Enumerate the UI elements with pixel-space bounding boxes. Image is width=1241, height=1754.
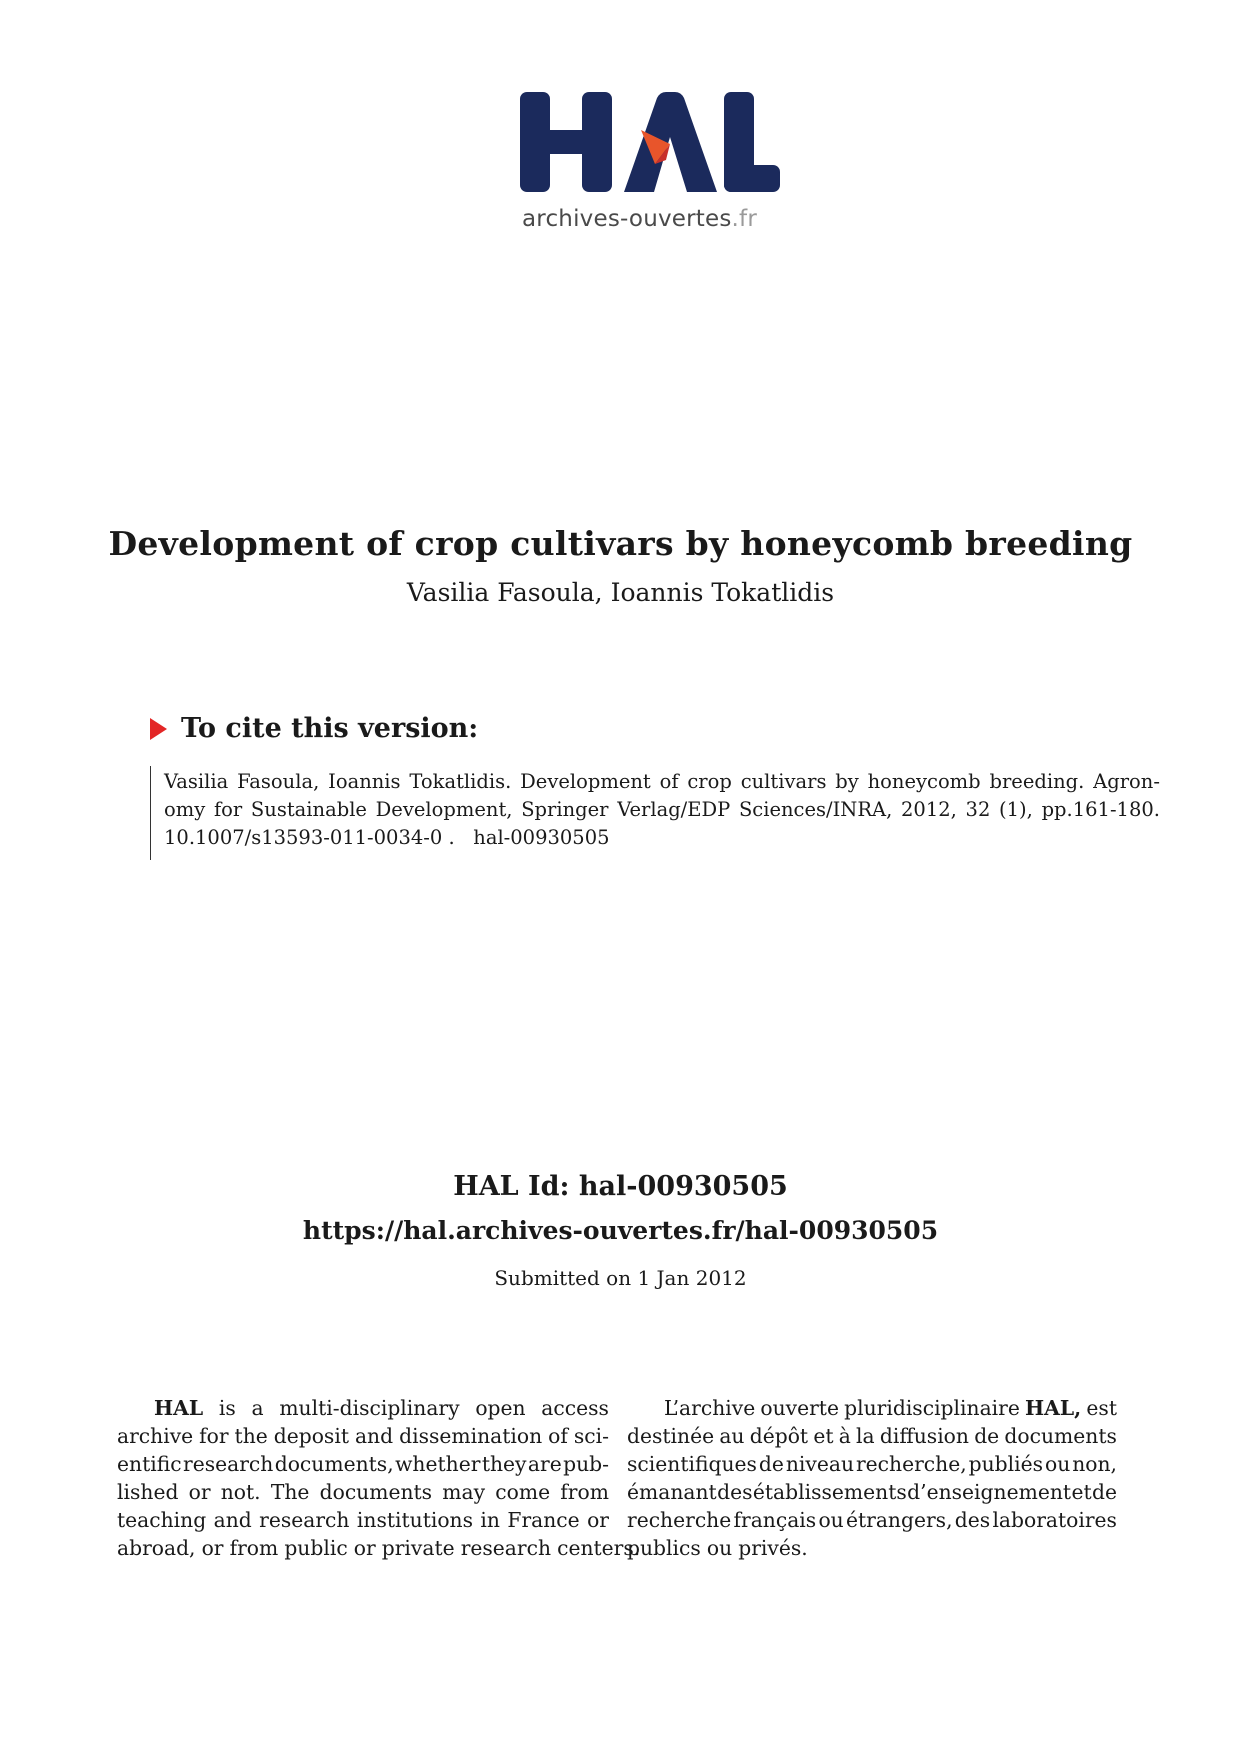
text-word: may [442,1480,486,1504]
text-word: and [354,1424,394,1448]
text-word: come [495,1480,551,1504]
citation-block [150,766,1163,860]
text-word: multi-disciplinary [279,1396,460,1420]
text-word: entific [117,1452,182,1476]
text-word: HAL [154,1396,204,1420]
text-word: français [733,1508,817,1532]
hal-description-french [627,1396,1117,1564]
text-word: ou [818,1508,844,1532]
text-line [117,1452,609,1480]
text-word: whether [395,1452,481,1476]
text-word: pub- [563,1452,609,1476]
text-word: not. [220,1480,261,1504]
text-word: établissements [752,1480,907,1504]
citation-line-1 [164,770,1160,793]
text-word: dépôt [749,1424,809,1448]
text-word: private [381,1536,455,1560]
text-word: or [353,1536,376,1560]
citation-word: 32 [965,798,991,821]
text-word: d’enseignement [907,1480,1072,1504]
text-word: ou [706,1536,733,1560]
text-word: recherche, [855,1452,967,1476]
text-word: deposit [273,1424,349,1448]
text-word: au [719,1424,745,1448]
paper-title: Development of crop cultivars by honeycomb breeding [108,524,1133,563]
text-word: from [229,1536,279,1560]
text-line [117,1480,609,1508]
citation-word: for [213,798,243,821]
text-word: lished [117,1480,179,1504]
logo-subtitle-main: archives-ouvertes [522,206,732,232]
text-word: diffusion [879,1424,969,1448]
text-word: des [954,1508,991,1532]
citation-word: Sciences/INRA, [738,798,893,821]
citation-word: Ioannis [328,770,401,793]
text-word: pluridisciplinaire [844,1396,1020,1420]
text-word: of [548,1424,568,1448]
text-word: The [270,1480,310,1504]
citation-word: Agron- [1093,770,1160,793]
text-word: are [527,1452,562,1476]
hal-id: HAL Id: hal-00930505 [453,1171,788,1202]
text-word: sci- [573,1424,609,1448]
text-line [627,1536,1117,1564]
text-word: non, [1072,1452,1117,1476]
text-word: de [758,1452,784,1476]
text-word: publics [627,1536,701,1560]
text-word: access [541,1396,609,1420]
hal-logo-subtitle [522,206,757,232]
text-word: laboratoires [992,1508,1117,1532]
text-word: from [560,1480,609,1504]
text-line [627,1396,1117,1424]
triangle-right-icon [150,718,167,740]
text-word: is [218,1396,236,1420]
cite-heading-text: To cite this version: [181,713,479,744]
text-word: research [460,1536,552,1560]
text-word: the [234,1424,268,1448]
text-line [627,1508,1117,1536]
text-line [627,1480,1117,1508]
text-line [117,1508,609,1536]
citation-word: (1), [999,798,1033,821]
citation-word: honeycomb [867,770,981,793]
citation-word: Verlag/EDP [617,798,731,821]
citation-word: pp.161-180. [1041,798,1160,821]
citation-line-2 [164,798,1160,821]
text-word: ouverte [760,1396,839,1420]
text-word: de [1091,1480,1117,1504]
text-word: for [199,1424,229,1448]
text-word: privés. [738,1536,808,1560]
text-word: abroad, [117,1536,196,1560]
citation-word: Development [520,770,651,793]
text-word: publiés [968,1452,1044,1476]
text-word: la [856,1424,875,1448]
citation-word: Development, [375,798,513,821]
text-word: or [587,1508,609,1532]
text-line [117,1424,609,1452]
text-word: documents [319,1480,433,1504]
hal-url-link[interactable]: https://hal.archives-ouvertes.fr/hal-00930505 [302,1216,939,1245]
citation-word: breeding. [989,770,1085,793]
text-word: archive [117,1424,194,1448]
text-line [627,1424,1117,1452]
text-word: documents [1004,1424,1117,1448]
text-line [117,1396,609,1424]
text-word: émanant [627,1480,717,1504]
citation-word: Springer [521,798,609,821]
citation-word: Tokatlidis. [409,770,512,793]
text-word: and [213,1508,252,1532]
text-word: France [507,1508,580,1532]
submitted-date: Submitted on 1 Jan 2012 [494,1266,747,1290]
text-word: research [183,1452,274,1476]
citation-word: crop [687,770,732,793]
text-word: research [259,1508,350,1532]
text-word: centers. [557,1536,641,1560]
cite-heading [150,713,478,744]
text-word: recherche [627,1508,732,1532]
citation-word: by [835,770,859,793]
text-word: à [838,1424,851,1448]
text-word: et [813,1424,834,1448]
text-word: or [201,1536,224,1560]
text-word: teaching [117,1508,207,1532]
citation-line-3: 10.1007/s13593-011-0034-0 . hal-00930505 [164,826,610,849]
citation-word: cultivars [740,770,827,793]
text-line [627,1452,1117,1480]
text-word: a [251,1396,264,1420]
citation-word: Fasoula, [237,770,320,793]
paper-authors: Vasilia Fasoula, Ioannis Tokatlidis [406,578,835,607]
text-word: public [284,1536,348,1560]
text-word: or [188,1480,211,1504]
citation-word: Vasilia [164,770,229,793]
text-word: des [717,1480,753,1504]
text-word: dissemination [399,1424,543,1448]
logo-subtitle-tld: .fr [731,206,758,232]
text-word: scientifiques [627,1452,757,1476]
text-word: HAL, [1025,1396,1082,1420]
text-word: de [974,1424,1000,1448]
text-word: L’archive [664,1396,756,1420]
hal-description-english [117,1396,641,1564]
citation-word: omy [164,798,206,821]
text-word: niveau [785,1452,855,1476]
text-word: institutions [356,1508,474,1532]
citation-word: Sustainable [250,798,367,821]
text-word: in [480,1508,500,1532]
text-word: est [1086,1396,1117,1420]
text-word: destinée [627,1424,715,1448]
citation-word: 2012, [901,798,957,821]
text-word: documents, [274,1452,394,1476]
hal-logo-mark [520,92,780,202]
citation-word: of [659,770,679,793]
text-word: they [481,1452,527,1476]
text-line [117,1536,641,1564]
text-word: ou [1044,1452,1071,1476]
text-word: open [475,1396,526,1420]
text-word: et [1071,1480,1092,1504]
text-word: étrangers, [845,1508,953,1532]
